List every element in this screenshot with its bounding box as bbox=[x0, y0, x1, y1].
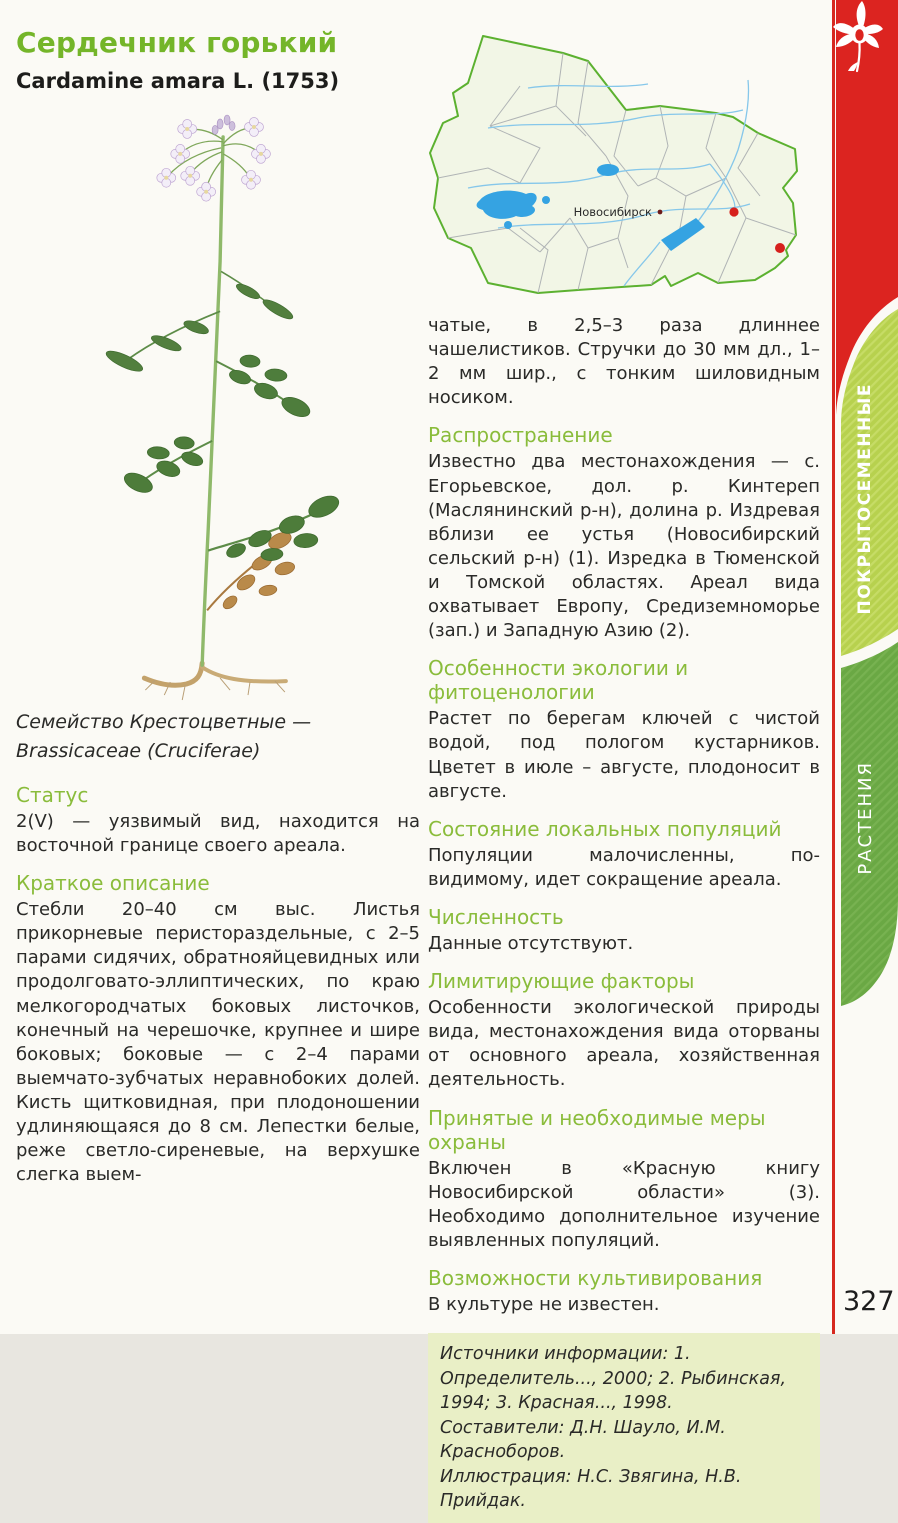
section-distribution bbox=[428, 423, 820, 643]
section-heading: Краткое описание bbox=[16, 871, 210, 896]
section-tab-sidebar bbox=[832, 0, 898, 1334]
page-number: 327 bbox=[843, 1286, 895, 1317]
section-heading: Распространение bbox=[428, 423, 613, 448]
orchid-icon bbox=[832, 0, 884, 72]
region-map-icon bbox=[428, 28, 818, 314]
city-marker-dot bbox=[658, 210, 663, 215]
description-continuation: чатые, в 2,5–3 раза длиннее чашелистиков. Стручки до 30 мм дл., 1–2 мм шир., с тонким шиловидным носиком. bbox=[428, 315, 820, 409]
sidebar-tab-angiosperms bbox=[832, 368, 898, 630]
occurrence-dot bbox=[729, 207, 738, 216]
sidebar-tab-label: ПОКРЫТОСЕМЕННЫЕ bbox=[855, 383, 875, 615]
sidebar-tab-label: РАСТЕНИЯ bbox=[854, 761, 876, 875]
sidebar-shapes bbox=[832, 0, 898, 1334]
section-body: Включен в «Красную книгу Новосибирской области» (3). Необходимо дополнительное изучение выявленных популяций. bbox=[428, 1157, 820, 1251]
section-ecology bbox=[428, 656, 820, 803]
section-heading: Возможности культивирования bbox=[428, 1265, 763, 1290]
section-abundance bbox=[428, 905, 820, 956]
map-region-outline bbox=[430, 36, 797, 293]
species-header bbox=[16, 26, 416, 93]
species-title-russian: Сердечник горький bbox=[16, 26, 338, 59]
section-body: 2(V) — уязвимый вид, находится на восточной границе своего ареала. bbox=[16, 810, 420, 856]
section-body: Известно два местонахождения — с. Егорьевское, дол. р. Кинтереп (Маслянинский р-н), долина р. Издревая вблизи ее устья (Новосибирский сельский р-н) (1). Изредка в Тюменской и Томской областях. Ареал вида охватывает Европу, Средиземноморье (зап.) и Западную Азию (2). bbox=[428, 451, 820, 642]
section-heading: Статус bbox=[16, 782, 89, 807]
section-heading: Численность bbox=[428, 904, 564, 929]
sources-line: Источники информации: 1. Определитель..., 2000; 2. Рыбинская, 1994; 3. Красная..., 1998. bbox=[440, 1344, 787, 1414]
section-cultivation bbox=[428, 1266, 820, 1317]
distribution-map bbox=[428, 28, 818, 314]
section-body: Данные отсутствуют. bbox=[428, 932, 634, 954]
illustrators-line: Иллюстрация: Н.С. Звягина, Н.В. Прийдак. bbox=[440, 1466, 742, 1512]
plant-drawing-icon bbox=[80, 112, 420, 710]
sidebar-tab-plants bbox=[832, 712, 898, 924]
section-body: Популяции малочисленны, по-видимому, идет сокращение ареала. bbox=[428, 844, 820, 890]
section-heading: Состояние локальных популяций bbox=[428, 816, 782, 841]
section-status bbox=[16, 783, 420, 858]
family-name bbox=[16, 708, 420, 767]
city-label: Новосибирск bbox=[573, 205, 652, 219]
section-limiting-factors bbox=[428, 969, 820, 1092]
occurrence-dot bbox=[775, 243, 785, 253]
family-latin: Brassicaceae (Cruciferae) bbox=[16, 740, 261, 763]
left-column bbox=[16, 708, 420, 1187]
family-russian: Семейство Крестоцветные — bbox=[16, 711, 312, 733]
species-title-latin: Cardamine amara L. (1753) bbox=[16, 69, 340, 93]
section-heading: Особенности экологии и фитоценологии bbox=[428, 656, 689, 705]
section-body: Особенности экологической природы вида, местонахождения вида оторваны от основного ареала, хозяйственная деятельность. bbox=[428, 997, 820, 1091]
right-column bbox=[428, 314, 820, 1523]
section-description bbox=[16, 871, 420, 1187]
compilers-line: Составители: Д.Н. Шауло, И.М. Красноборов. bbox=[440, 1417, 726, 1463]
section-protection-measures bbox=[428, 1106, 820, 1253]
section-populations bbox=[428, 817, 820, 892]
section-heading: Принятые и необходимые меры охраны bbox=[428, 1105, 766, 1154]
section-body: В культуре не известен. bbox=[428, 1293, 660, 1315]
botanical-illustration bbox=[80, 112, 420, 710]
section-heading: Лимитирующие факторы bbox=[428, 969, 695, 994]
section-body: Стебли 20–40 см выс. Листья прикорневые перистораздельные, с 2–5 парами сидячих, обратнояйцевидных или продолговато-эллиптических, по краю мелкогородчатых боковых листочков, конечный на черешочке, крупнее и шире боковых; боковые — с 2–4 парами выемчато-зубчатых неравнобоких долей. Кисть щитковидная, при плодоношении удлиняющаяся до 8 см. Лепестки белые, реже светло-сиреневые, на верхушке слегка выем- bbox=[16, 899, 420, 1186]
sources-box bbox=[428, 1333, 820, 1523]
section-body: Растет по берегам ключей с чистой водой, под пологом кустарников. Цветет в июле – августе, плодоносит в августе. bbox=[428, 708, 820, 802]
